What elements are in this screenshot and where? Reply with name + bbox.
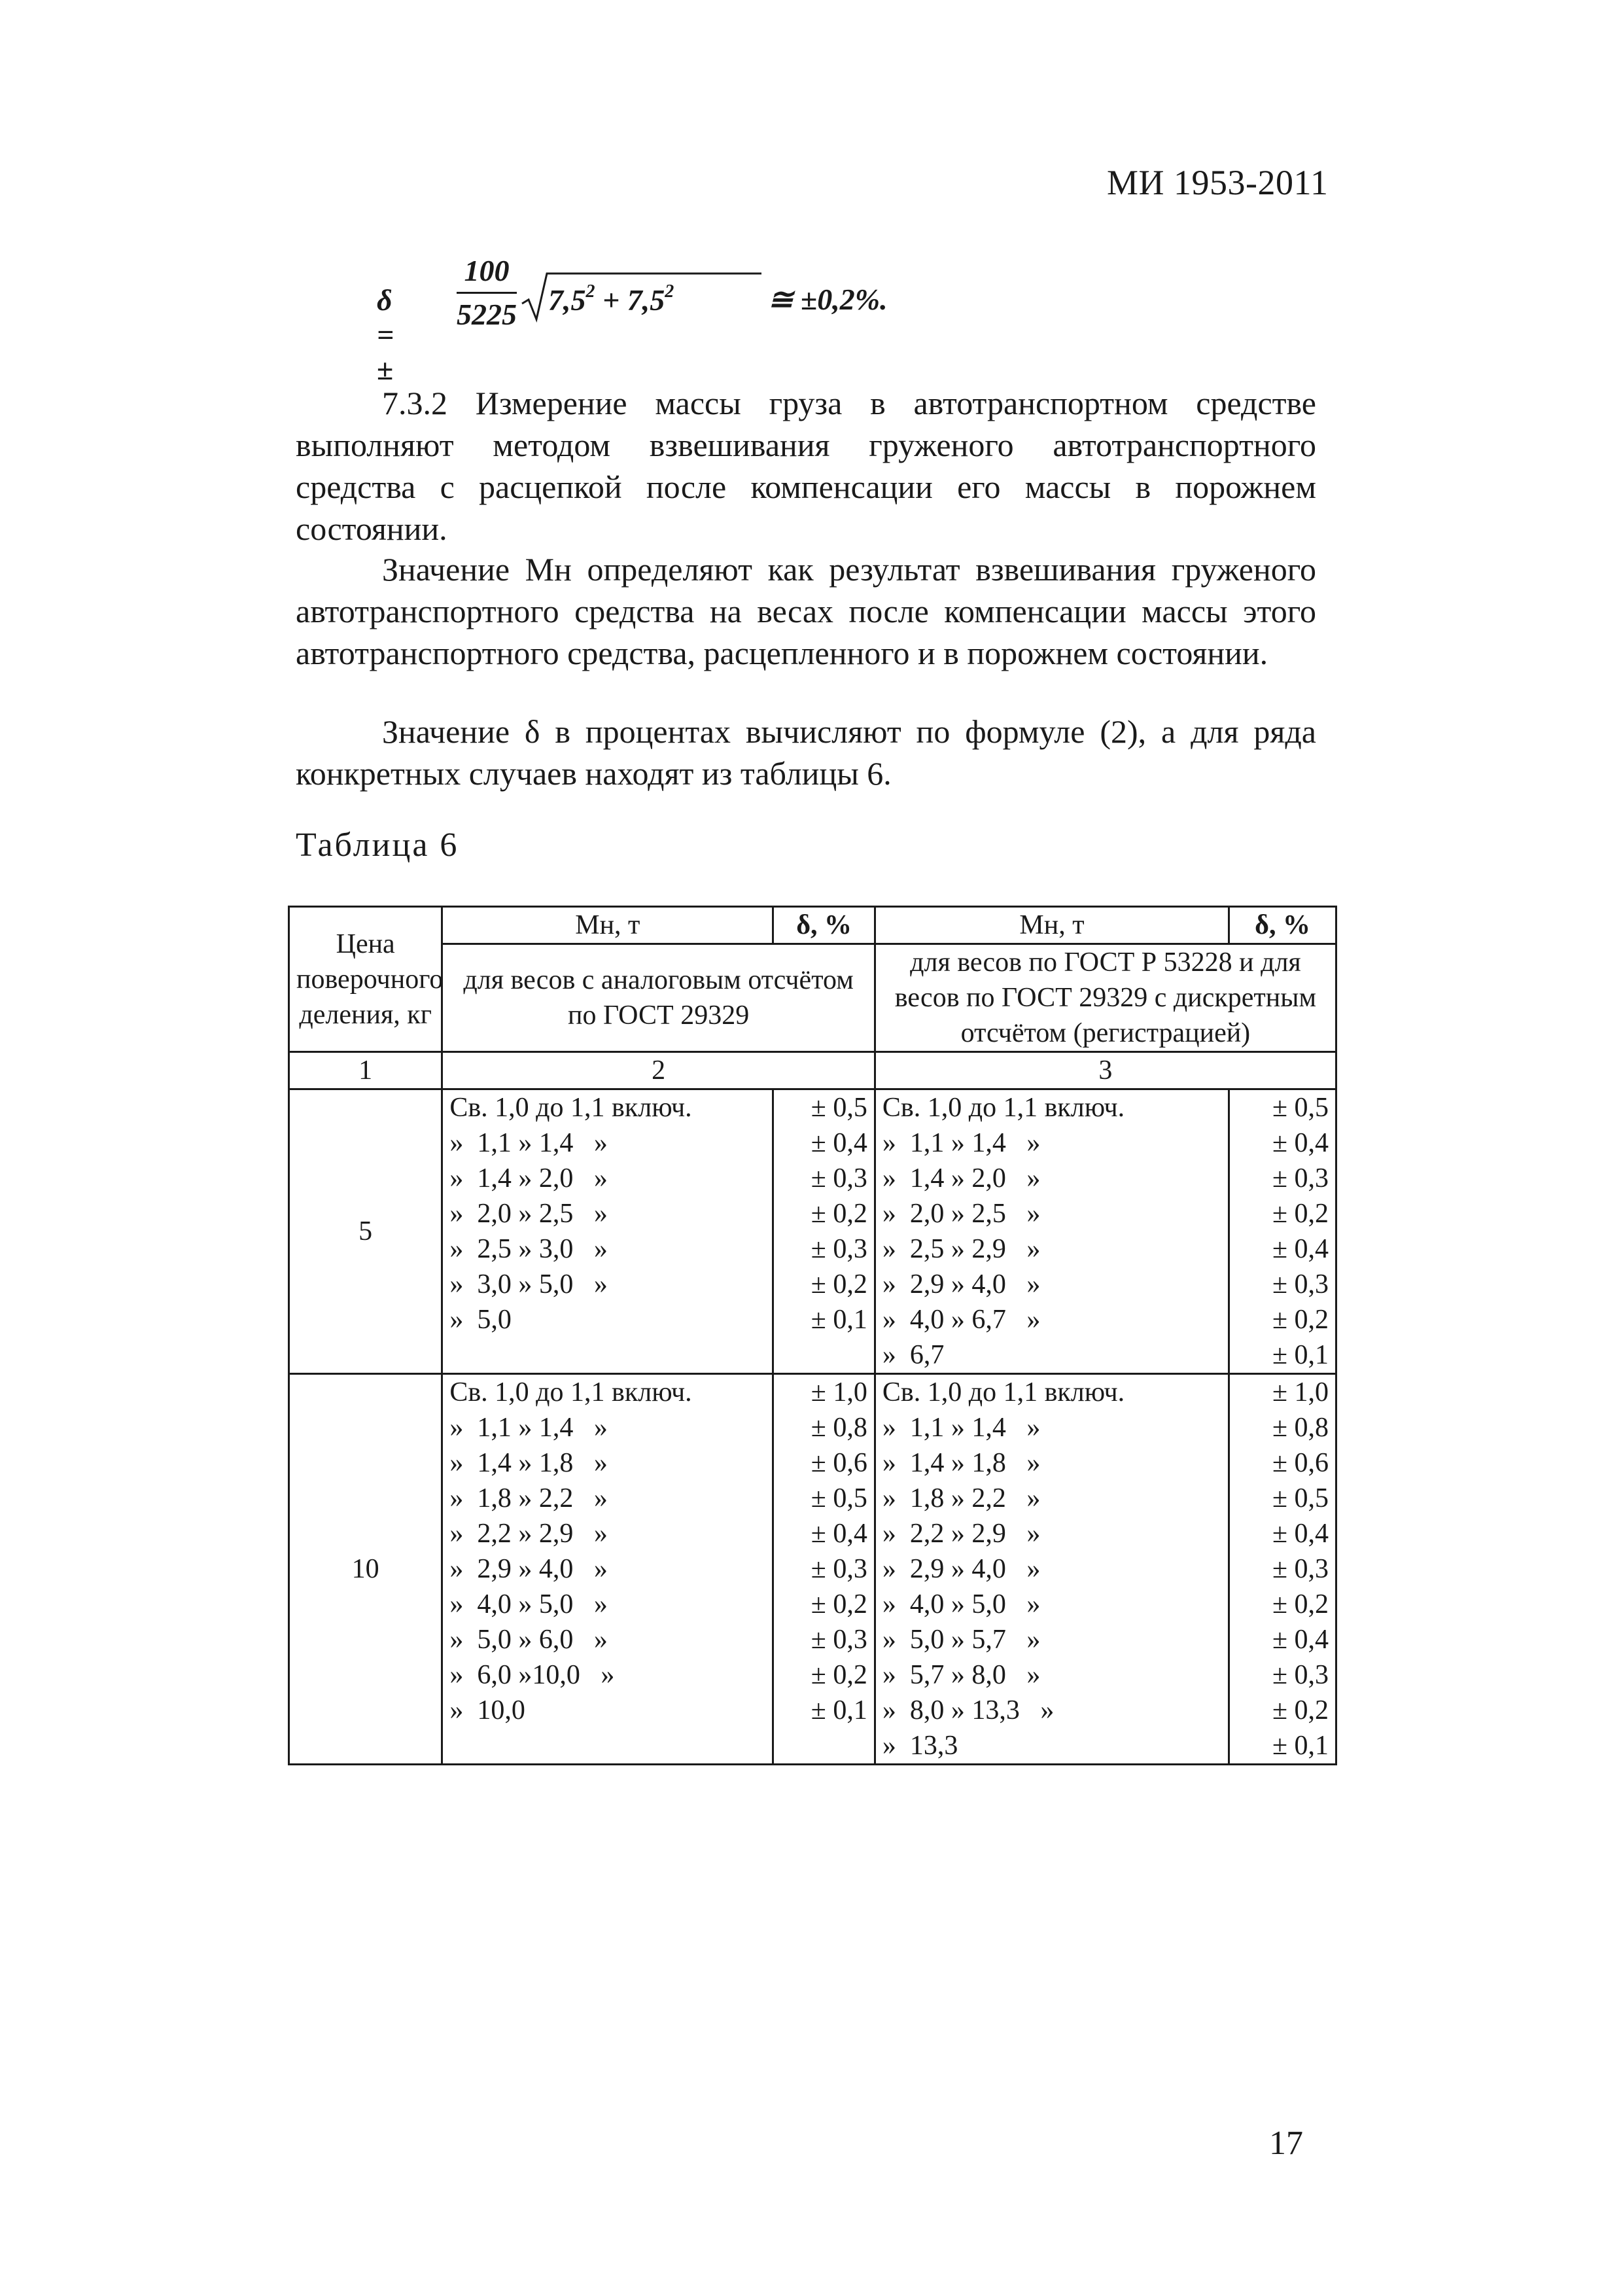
- analog-ranges: [442, 1089, 773, 1374]
- delta-item: ± 0,2: [811, 1589, 867, 1619]
- delta-item: ± 0,5: [1272, 1093, 1329, 1123]
- table-row-division-5: [289, 1089, 1336, 1374]
- delta-item: ± 0,1: [811, 1695, 867, 1725]
- delta-item: ± 0,5: [1272, 1483, 1329, 1513]
- delta-item: ± 0,3: [811, 1234, 867, 1264]
- header-delta-analog: δ, %: [773, 907, 875, 944]
- range-item: Св. 1,0 до 1,1 включ.: [449, 1377, 692, 1407]
- delta-item: ± 0,2: [1272, 1199, 1329, 1229]
- delta-item: ± 0,4: [1272, 1234, 1329, 1264]
- delta-item: ± 0,1: [811, 1305, 867, 1335]
- delta-item: ± 0,8: [811, 1413, 867, 1443]
- range-item: » 6,7: [882, 1340, 945, 1370]
- range-item: » 1,4 » 1,8 »: [882, 1448, 1041, 1478]
- analog-deltas: [773, 1374, 875, 1765]
- range-item: » 4,0 » 5,0 »: [882, 1589, 1041, 1619]
- range-item: Св. 1,0 до 1,1 включ.: [449, 1093, 692, 1123]
- document-code: МИ 1953-2011: [1107, 163, 1329, 202]
- range-item: » 1,1 » 1,4 »: [882, 1413, 1041, 1443]
- delta-item: ± 0,3: [1272, 1554, 1329, 1584]
- formula-denominator: 5225: [457, 298, 517, 331]
- table-subheader-row: [289, 944, 1336, 1052]
- delta-item: ± 0,3: [811, 1625, 867, 1655]
- range-item: » 1,1 » 1,4 »: [449, 1413, 608, 1443]
- range-item: » 1,4 » 2,0 »: [449, 1163, 608, 1193]
- square-root: [521, 271, 763, 321]
- range-item: » 2,9 » 4,0 »: [882, 1554, 1041, 1584]
- division-value: 5: [289, 1089, 442, 1374]
- range-item: » 5,0 » 6,0 »: [449, 1625, 608, 1655]
- range-item: » 10,0: [449, 1695, 525, 1725]
- formula-numerator: 100: [464, 254, 510, 287]
- delta-item: ± 0,4: [1272, 1519, 1329, 1549]
- digital-deltas: [1229, 1374, 1336, 1765]
- paragraph-7-3-2: 7.3.2 Измерение массы груза в автотранспортном средстве выполняют методом взвешивания груженого автотранспортного средства с расцепкой после компенсации его массы в порожнем состоянии.: [296, 385, 1316, 547]
- range-item: » 8,0 » 13,3 »: [882, 1695, 1055, 1725]
- table-6: [288, 906, 1337, 1765]
- table-row-division-10: [289, 1374, 1336, 1765]
- delta-item: ± 0,8: [1272, 1413, 1329, 1443]
- column-number: 2: [442, 1052, 875, 1089]
- header-analog-scales: для весов с аналоговым отсчётом по ГОСТ 29329: [442, 944, 875, 1052]
- delta-item: ± 0,5: [811, 1093, 867, 1123]
- range-item: » 4,0 » 6,7 »: [882, 1305, 1041, 1335]
- range-item: » 1,8 » 2,2 »: [882, 1483, 1041, 1513]
- range-item: » 13,3: [882, 1731, 958, 1761]
- delta-item: ± 0,2: [811, 1660, 867, 1690]
- header-digital-scales: для весов по ГОСТ Р 53228 и для весов по ГОСТ 29329 с дискретным отсчётом (регистрацией): [875, 944, 1336, 1052]
- range-item: » 6,0 »10,0 »: [449, 1660, 615, 1690]
- range-item: » 2,2 » 2,9 »: [882, 1519, 1041, 1549]
- column-number: 3: [875, 1052, 1336, 1089]
- range-item: » 4,0 » 5,0 »: [449, 1589, 608, 1619]
- range-item: » 2,9 » 4,0 »: [882, 1269, 1041, 1299]
- delta-item: ± 0,3: [1272, 1660, 1329, 1690]
- delta-item: ± 0,2: [811, 1199, 867, 1229]
- range-item: » 2,2 » 2,9 »: [449, 1519, 608, 1549]
- delta-item: ± 0,4: [1272, 1625, 1329, 1655]
- range-item: » 2,9 » 4,0 »: [449, 1554, 608, 1584]
- digital-ranges: [875, 1374, 1229, 1765]
- delta-item: ± 0,2: [1272, 1589, 1329, 1619]
- header-division-price: Цена поверочного деления, кг: [289, 907, 442, 1052]
- fraction-bar: [457, 292, 517, 294]
- range-item: » 1,8 » 2,2 »: [449, 1483, 608, 1513]
- range-item: » 1,1 » 1,4 »: [882, 1128, 1041, 1158]
- delta-item: ± 0,3: [1272, 1269, 1329, 1299]
- delta-item: ± 0,6: [1272, 1448, 1329, 1478]
- delta-item: ± 0,1: [1272, 1340, 1329, 1370]
- delta-item: ± 0,6: [811, 1448, 867, 1478]
- range-item: Св. 1,0 до 1,1 включ.: [882, 1377, 1125, 1407]
- header-mn-analog: Mн, т: [442, 907, 773, 944]
- delta-item: ± 1,0: [1272, 1377, 1329, 1407]
- delta-item: ± 0,1: [1272, 1731, 1329, 1761]
- range-item: » 1,4 » 1,8 »: [449, 1448, 608, 1478]
- delta-item: ± 1,0: [811, 1377, 867, 1407]
- formula-fraction: [457, 254, 517, 332]
- header-mn-digital: Mн, т: [875, 907, 1229, 944]
- analog-deltas: [773, 1089, 875, 1374]
- radicand: $7,5^2 + 7,5^2$: [548, 281, 674, 317]
- delta-item: ± 0,4: [811, 1128, 867, 1158]
- range-item: Св. 1,0 до 1,1 включ.: [882, 1093, 1125, 1123]
- delta-item: ± 0,2: [1272, 1695, 1329, 1725]
- range-item: » 2,0 » 2,5 »: [882, 1199, 1041, 1229]
- delta-item: ± 0,2: [811, 1269, 867, 1299]
- delta-item: ± 0,3: [811, 1163, 867, 1193]
- page-number: 17: [1269, 2125, 1303, 2162]
- range-item: » 3,0 » 5,0 »: [449, 1269, 608, 1299]
- range-item: » 5,7 » 8,0 »: [882, 1660, 1041, 1690]
- digital-ranges: [875, 1089, 1229, 1374]
- range-item: » 1,1 » 1,4 »: [449, 1128, 608, 1158]
- delta-item: ± 0,4: [811, 1519, 867, 1549]
- delta-item: ± 0,2: [1272, 1305, 1329, 1335]
- formula-lhs: δ = ±: [377, 283, 394, 386]
- range-item: » 2,5 » 2,9 »: [882, 1234, 1041, 1264]
- column-number-row: [289, 1052, 1336, 1089]
- delta-item: ± 0,3: [1272, 1163, 1329, 1193]
- paragraph-delta-value: Значение δ в процентах вычисляют по формуле (2), а для ряда конкретных случаев находят из таблицы 6.: [296, 713, 1316, 792]
- digital-deltas: [1229, 1089, 1336, 1374]
- paragraph-mn-value: Значение Mн определяют как результат взвешивания груженого автотранспортного средства на весах после компенсации массы этого автотранспортного средства, расцепленного и в порожнем состоянии.: [296, 551, 1316, 671]
- range-item: » 5,0: [449, 1305, 512, 1335]
- range-item: » 1,4 » 2,0 »: [882, 1163, 1041, 1193]
- division-value: 10: [289, 1374, 442, 1765]
- delta-item: ± 0,3: [811, 1554, 867, 1584]
- table-caption: Таблица 6: [296, 826, 459, 864]
- range-item: » 2,5 » 3,0 »: [449, 1234, 608, 1264]
- range-item: » 2,0 » 2,5 »: [449, 1199, 608, 1229]
- column-number: 1: [289, 1052, 442, 1089]
- delta-item: ± 0,4: [1272, 1128, 1329, 1158]
- header-delta-digital: δ, %: [1229, 907, 1336, 944]
- analog-ranges: [442, 1374, 773, 1765]
- delta-item: ± 0,5: [811, 1483, 867, 1513]
- range-item: » 5,0 » 5,7 »: [882, 1625, 1041, 1655]
- table-header-row: [289, 907, 1336, 944]
- formula-result: ≅ ±0,2%.: [768, 283, 888, 316]
